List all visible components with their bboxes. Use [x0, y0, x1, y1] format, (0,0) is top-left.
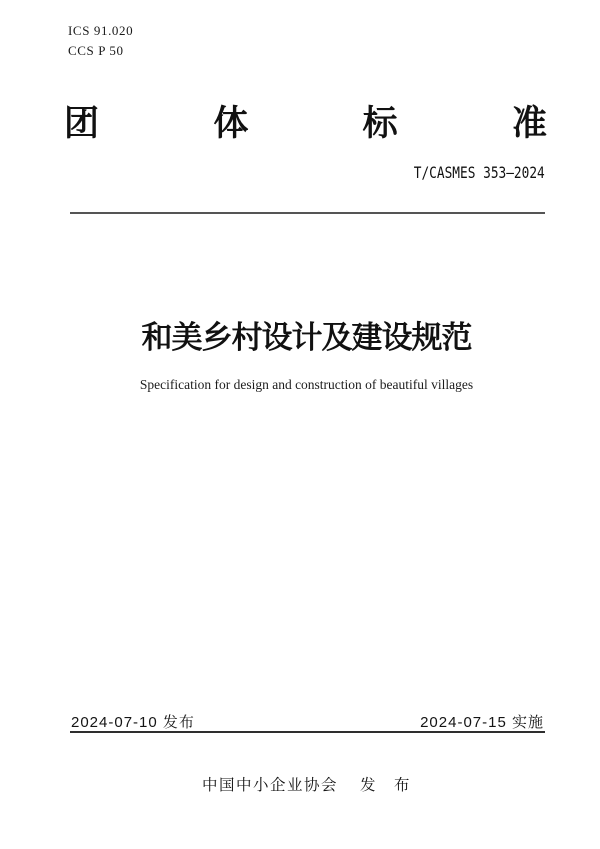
standard-type-char: 团: [64, 104, 100, 143]
ics-code: ICS 91.020: [68, 23, 134, 38]
standard-type-char: 标: [362, 104, 398, 143]
implementation-date: 2024-07-15 实施: [420, 714, 544, 731]
issue-date: 2024-07-10 发布: [71, 714, 195, 731]
document-title-english: Specification for design and construction of beautiful villages: [139, 377, 474, 392]
publisher-name: 中国中小企业协会: [201, 777, 338, 794]
publisher-line: [68, 773, 545, 795]
release-label: 发 布: [360, 777, 412, 794]
standard-type-title: [64, 106, 547, 141]
document-title-chinese: 和美乡村设计及建设规范: [141, 320, 472, 355]
footer-divider-line: [70, 731, 545, 733]
standard-number: T/CASMES 353—2024: [413, 163, 545, 182]
dates-row: [71, 711, 544, 732]
ccs-code: CCS P 50: [68, 43, 124, 58]
header-divider-line: [70, 212, 545, 214]
standard-type-char: 体: [213, 104, 249, 143]
standard-type-char: 准: [511, 104, 547, 143]
classification-codes: [68, 21, 133, 61]
